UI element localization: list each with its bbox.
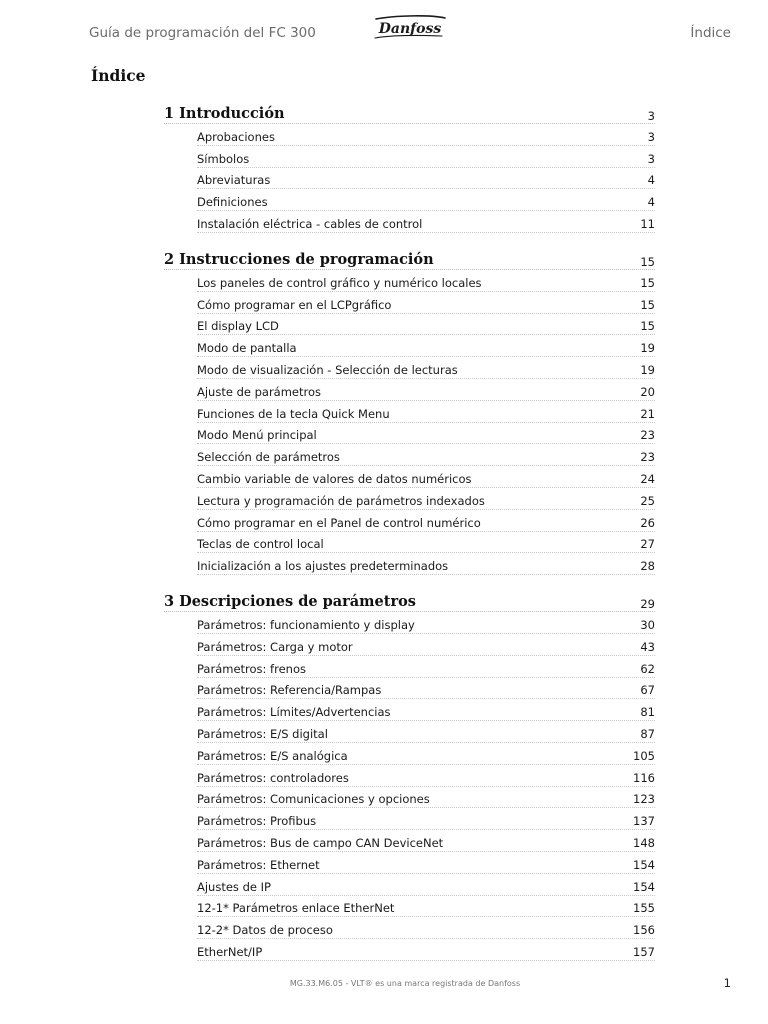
toc-entry-page: 23 xyxy=(640,428,655,443)
toc-entry[interactable] xyxy=(197,678,655,700)
toc-entry-page: 3 xyxy=(647,151,655,166)
toc-entry-page: 4 xyxy=(647,173,655,188)
toc-entry-page: 19 xyxy=(640,341,655,356)
toc-entry[interactable] xyxy=(197,699,655,721)
toc-entry[interactable] xyxy=(197,553,655,575)
toc-entry-page: 43 xyxy=(640,639,655,654)
toc-entry-label: Parámetros: controladores xyxy=(197,770,349,785)
toc-entry[interactable] xyxy=(197,270,655,292)
toc-entry-label: Parámetros: E/S digital xyxy=(197,726,328,741)
toc-section-heading[interactable] xyxy=(164,100,655,124)
toc-entry-label: Ajuste de parámetros xyxy=(197,384,322,399)
toc-entry[interactable] xyxy=(197,612,655,634)
toc-entry-label: Instalación eléctrica - cables de control xyxy=(197,216,423,231)
toc-entry-page: 148 xyxy=(633,835,655,850)
page-title: Índice xyxy=(91,66,146,85)
toc-entry-page: 24 xyxy=(640,471,655,486)
toc-entry[interactable] xyxy=(197,335,655,357)
toc-entry[interactable] xyxy=(197,211,655,233)
toc-entry-label: Modo Menú principal xyxy=(197,428,317,443)
toc-entry-page: 26 xyxy=(640,515,655,530)
toc-entry-label: Abreviaturas xyxy=(197,173,271,188)
toc-entry-label: Ajustes de IP xyxy=(197,879,271,894)
toc-entry-label: Teclas de control local xyxy=(197,537,324,552)
toc-entry-page: 30 xyxy=(640,617,655,632)
toc-entry[interactable] xyxy=(197,830,655,852)
toc-section-page: 15 xyxy=(640,254,655,269)
toc-entry-page: 28 xyxy=(640,559,655,574)
toc-entry-page: 154 xyxy=(633,879,655,894)
toc-entry-label: Aprobaciones xyxy=(197,129,275,144)
toc-entry-page: 81 xyxy=(640,705,655,720)
toc-entry[interactable] xyxy=(197,939,655,961)
toc-entry[interactable] xyxy=(197,896,655,918)
toc-entry-page: 15 xyxy=(640,319,655,334)
toc-section-heading[interactable] xyxy=(164,246,655,270)
toc-entry[interactable] xyxy=(197,917,655,939)
toc-entry[interactable] xyxy=(197,532,655,554)
toc-entry-label: Parámetros: Ethernet xyxy=(197,857,320,872)
toc-entry-page: 3 xyxy=(647,129,655,144)
toc-entry-label: Parámetros: funcionamiento y display xyxy=(197,617,415,632)
toc-entry-label: Cambio variable de valores de datos numéricos xyxy=(197,471,472,486)
toc-entry-page: 157 xyxy=(633,944,655,959)
toc-entry[interactable] xyxy=(197,721,655,743)
toc-entry-page: 87 xyxy=(640,726,655,741)
toc-entry[interactable] xyxy=(197,357,655,379)
toc-entry-label: Símbolos xyxy=(197,151,250,166)
toc-entry-label: Parámetros: E/S analógica xyxy=(197,748,348,763)
toc-entry-page: 123 xyxy=(633,792,655,807)
toc-entry[interactable] xyxy=(197,488,655,510)
toc-entry[interactable] xyxy=(197,146,655,168)
toc-entry-page: 154 xyxy=(633,857,655,872)
page-number: 1 xyxy=(723,976,731,990)
toc-section-page: 29 xyxy=(640,597,655,612)
toc-entry[interactable] xyxy=(197,765,655,787)
toc-entry-label: Parámetros: Límites/Advertencias xyxy=(197,705,391,720)
toc-entry-page: 105 xyxy=(633,748,655,763)
toc-section-heading[interactable] xyxy=(164,588,655,612)
toc-entry[interactable] xyxy=(197,743,655,765)
footer-trademark-note: MG.33.M6.05 - VLT® es una marca registrada de Danfoss xyxy=(289,979,521,988)
table-of-contents xyxy=(164,100,655,961)
toc-entry[interactable] xyxy=(197,444,655,466)
toc-entry-label: El display LCD xyxy=(197,319,279,334)
toc-entry-label: Inicialización a los ajustes predeterminados xyxy=(197,559,449,574)
toc-entry-label: EtherNet/IP xyxy=(197,944,263,959)
toc-entry[interactable] xyxy=(197,874,655,896)
toc-entry[interactable] xyxy=(197,189,655,211)
toc-entry[interactable] xyxy=(197,787,655,809)
toc-entry[interactable] xyxy=(197,466,655,488)
toc-entry[interactable] xyxy=(197,124,655,146)
toc-entry[interactable] xyxy=(197,423,655,445)
toc-entry[interactable] xyxy=(197,852,655,874)
danfoss-logo xyxy=(372,14,448,40)
running-header-title: Guía de programación del FC 300 xyxy=(89,25,316,41)
toc-entry-label: Parámetros: Carga y motor xyxy=(197,639,353,654)
toc-entry[interactable] xyxy=(197,634,655,656)
toc-entry-label: Lectura y programación de parámetros indexados xyxy=(197,493,485,508)
toc-entry-page: 21 xyxy=(640,406,655,421)
toc-entry-label: Parámetros: Bus de campo CAN DeviceNet xyxy=(197,835,444,850)
svg-text:Danfoss: Danfoss xyxy=(378,21,442,37)
toc-entry-label: 12-1* Parámetros enlace EtherNet xyxy=(197,901,395,916)
toc-entry[interactable] xyxy=(197,314,655,336)
toc-entry-page: 19 xyxy=(640,362,655,377)
toc-entry-page: 62 xyxy=(640,661,655,676)
toc-section-title: 2 Instrucciones de programación xyxy=(164,250,434,268)
toc-entry-page: 23 xyxy=(640,450,655,465)
toc-entry-label: Modo de pantalla xyxy=(197,341,297,356)
toc-entry[interactable] xyxy=(197,292,655,314)
toc-entry[interactable] xyxy=(197,808,655,830)
toc-entry-label: Modo de visualización - Selección de lecturas xyxy=(197,362,458,377)
toc-entry-label: Cómo programar en el Panel de control numérico xyxy=(197,515,481,530)
toc-entry[interactable] xyxy=(197,379,655,401)
toc-section-title: 3 Descripciones de parámetros xyxy=(164,593,416,611)
toc-entry-page: 25 xyxy=(640,493,655,508)
toc-entry-page: 15 xyxy=(640,297,655,312)
toc-entry[interactable] xyxy=(197,510,655,532)
toc-entry[interactable] xyxy=(197,168,655,190)
toc-entry-page: 27 xyxy=(640,537,655,552)
toc-entry[interactable] xyxy=(197,656,655,678)
toc-entry-label: 12-2* Datos de proceso xyxy=(197,923,333,938)
toc-section-title: 1 Introducción xyxy=(164,105,285,122)
toc-entry-page: 15 xyxy=(640,275,655,290)
toc-entry-page: 11 xyxy=(640,216,655,231)
toc-entry-label: Definiciones xyxy=(197,195,268,210)
toc-entry-page: 155 xyxy=(633,901,655,916)
toc-entry-label: Parámetros: Referencia/Rampas xyxy=(197,683,382,698)
toc-entry-label: Selección de parámetros xyxy=(197,450,340,465)
toc-entry-page: 4 xyxy=(647,195,655,210)
running-header-section: Índice xyxy=(690,25,731,41)
toc-entry-label: Parámetros: Profibus xyxy=(197,814,317,829)
toc-entry-page: 20 xyxy=(640,384,655,399)
toc-entry-page: 67 xyxy=(640,683,655,698)
toc-entry-label: Parámetros: frenos xyxy=(197,661,306,676)
toc-entry-label: Cómo programar en el LCPgráfico xyxy=(197,297,392,312)
toc-entry-page: 116 xyxy=(633,770,655,785)
toc-entry[interactable] xyxy=(197,401,655,423)
toc-entry-label: Los paneles de control gráfico y numérico locales xyxy=(197,275,482,290)
toc-entry-label: Parámetros: Comunicaciones y opciones xyxy=(197,792,430,807)
toc-entry-page: 156 xyxy=(633,923,655,938)
toc-entry-page: 137 xyxy=(633,814,655,829)
toc-entry-label: Funciones de la tecla Quick Menu xyxy=(197,406,390,421)
toc-section-page: 3 xyxy=(647,109,655,123)
